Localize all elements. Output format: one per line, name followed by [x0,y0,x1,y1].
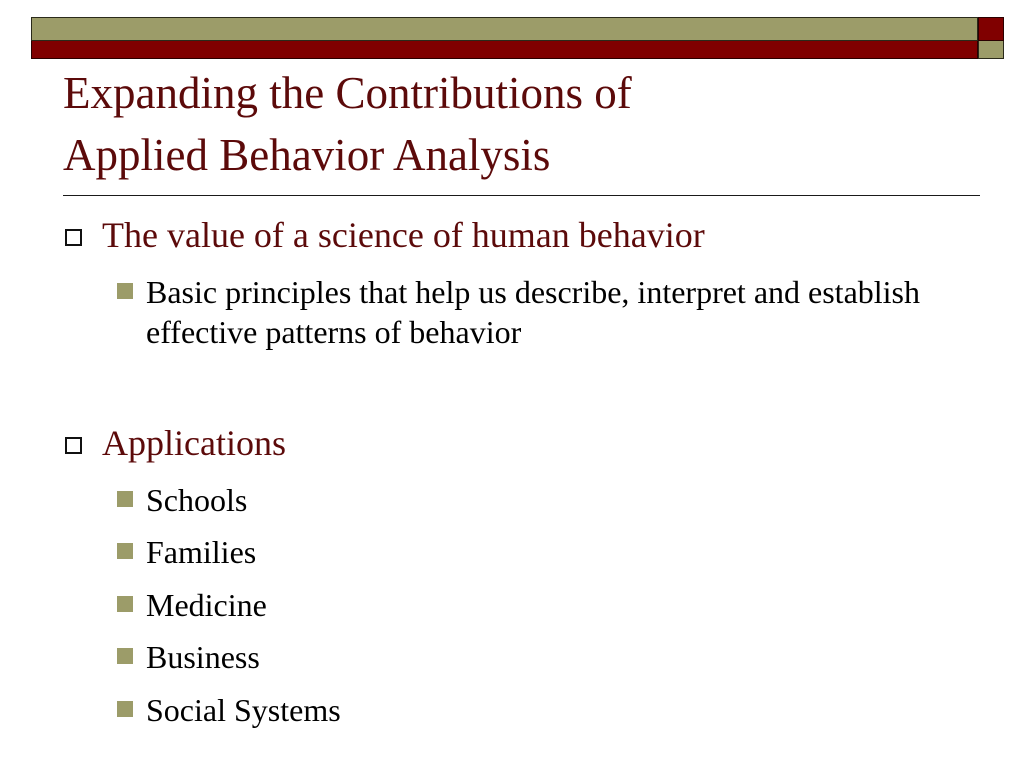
subbullet-label: Schools [146,482,248,518]
subbullet-label: Medicine [146,587,267,623]
corner-square-olive [978,41,1004,59]
filled-square-bullet-icon [117,648,133,664]
filled-square-bullet-icon [117,491,133,507]
subbullet-label: Social Systems [146,692,341,728]
slide-title-line-2: Applied Behavior Analysis [63,130,551,180]
bullet-label: The value of a science of human behavior [102,215,705,255]
filled-square-bullet-icon [117,283,133,299]
bullet-label: Applications [102,423,286,463]
subbullet-label: Basic principles that help us describe, interpret and establish effective patterns of behavior [146,274,920,350]
title-divider [63,195,980,196]
slide-title-line-1: Expanding the Contributions of [63,68,632,118]
slide-title [63,62,963,186]
header-band-maroon [31,41,978,59]
subbullet-label: Business [146,639,260,675]
hollow-square-bullet-icon [65,437,82,454]
filled-square-bullet-icon [117,543,133,559]
subbullet-label: Families [146,534,257,570]
corner-square-maroon [978,17,1004,41]
filled-square-bullet-icon [117,701,133,717]
header-band-olive [31,17,978,41]
hollow-square-bullet-icon [65,229,82,246]
filled-square-bullet-icon [117,596,133,612]
